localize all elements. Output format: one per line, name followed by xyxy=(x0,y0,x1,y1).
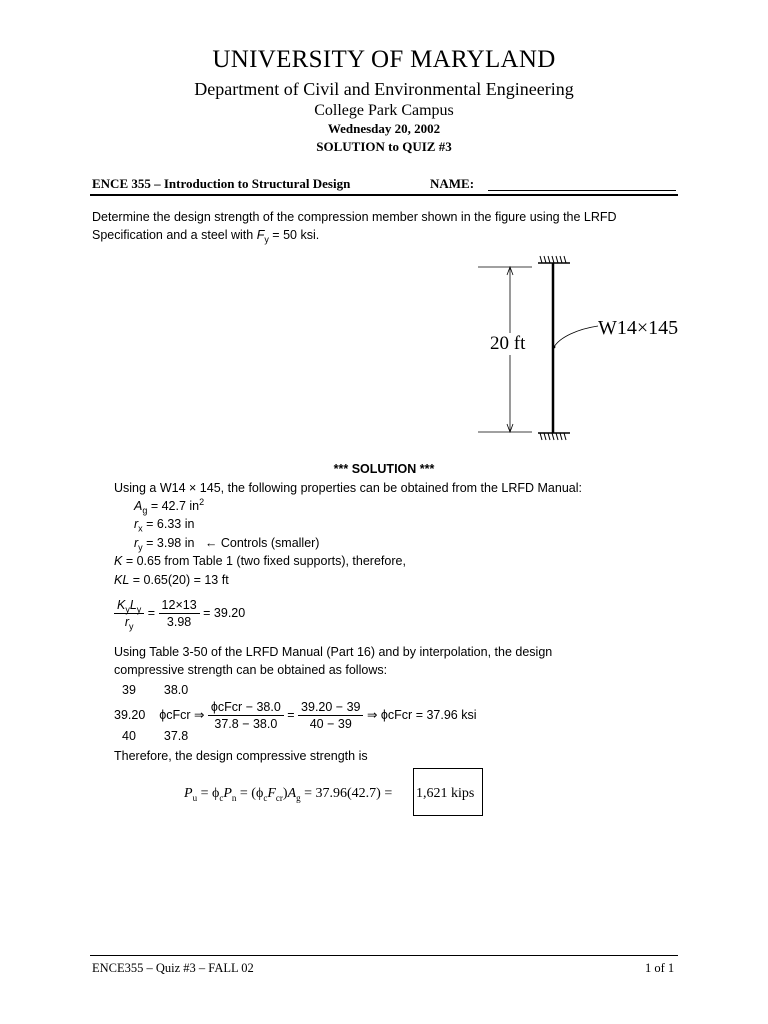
controls-note: ← Controls (smaller) xyxy=(204,536,320,550)
department-title: Department of Civil and Environmental Engineering xyxy=(194,79,574,99)
slenderness-equation: $\frac{K_yL_y}{r_y}$ = $\frac{12\times 13}{3.98}$ = 39.20 xyxy=(114,598,245,629)
solution-heading: *** SOLUTION *** xyxy=(333,462,435,476)
table-line-2: compressive strength can be obtained as follows: xyxy=(114,663,388,677)
course-name: ENCE 355 – Introduction to Structural Design xyxy=(92,176,351,191)
top-fixed-support xyxy=(538,256,570,263)
name-underline xyxy=(488,190,676,191)
ry-line: $r_y = 3.98$ in ← Controls (smaller) xyxy=(134,536,320,553)
footer-divider xyxy=(90,955,678,956)
therefore-line: Therefore, the design compressive strength is xyxy=(114,749,368,763)
final-answer: 1,621 kips xyxy=(416,786,475,801)
name-label: NAME: xyxy=(430,176,475,191)
section-leader xyxy=(554,326,598,347)
section-label: W14×145 xyxy=(598,317,679,339)
quiz-date: Wednesday 20, 2002 xyxy=(327,121,441,136)
k-line: K = 0.65 from Table 1 (two fixed supports), therefore, xyxy=(114,554,406,568)
solution-intro: Using a W14 × 145, the following properties can be obtained from the LRFD Manual: xyxy=(114,481,582,495)
page-number: 1 of 1 xyxy=(645,961,675,975)
header-divider xyxy=(90,194,678,196)
kl-line: KL = 0.65(20) = 13 ft xyxy=(114,573,229,587)
interp-row-1: 39 38.0 xyxy=(122,683,189,697)
university-title: UNIVERSITY OF MARYLAND xyxy=(212,46,556,73)
length-label: 20 ft xyxy=(490,333,526,354)
table-line-1: Using Table 3-50 of the LRFD Manual (Part 16) and by interpolation, the design xyxy=(114,645,553,659)
ag-line: $A_g = 42.7$ $in^2$ xyxy=(134,496,205,516)
rx-line: $r_x = 6.33$ in xyxy=(134,517,195,534)
quiz-title: SOLUTION to QUIZ #3 xyxy=(316,139,452,154)
problem-line-1: Determine the design strength of the compression member shown in the figure using the LRFD xyxy=(92,210,617,224)
interp-fraction-right: $\frac{39.20 - 39}{40 - 39}$ xyxy=(298,700,363,731)
problem-line-2: Specification and a steel with $F_y = 50$ ksi. xyxy=(92,228,320,245)
bottom-fixed-support xyxy=(538,433,570,440)
campus-title: College Park Campus xyxy=(314,102,454,119)
footer-course: ENCE355 – Quiz #3 – FALL 02 xyxy=(92,961,254,975)
final-equation: $P_u = \phi_cP_n = (\phi_cF_{cr})A_g = 37.96(42.7)$ = xyxy=(184,786,393,803)
interp-row-3: 40 37.8 xyxy=(122,729,189,743)
slenderness-fraction: $\frac{K_yL_y}{r_y}$ xyxy=(114,598,144,629)
interp-fraction-left: $\frac{\text{ϕcFcr − 38.0}}{37.8 - 38.0}$ xyxy=(208,700,284,731)
interp-row-2: 39.20 ϕcFcr ⇒ $\frac{\text{ϕcFcr − 38.0}}{37.8 - 38.0}$ = $\frac{39.20 - 39}{40 - 39}$ ⇒ ϕcFcr = 37.96 ksi xyxy=(114,700,477,731)
numeric-fraction: $\frac{12\times 13}{3.98}$ xyxy=(159,598,200,629)
